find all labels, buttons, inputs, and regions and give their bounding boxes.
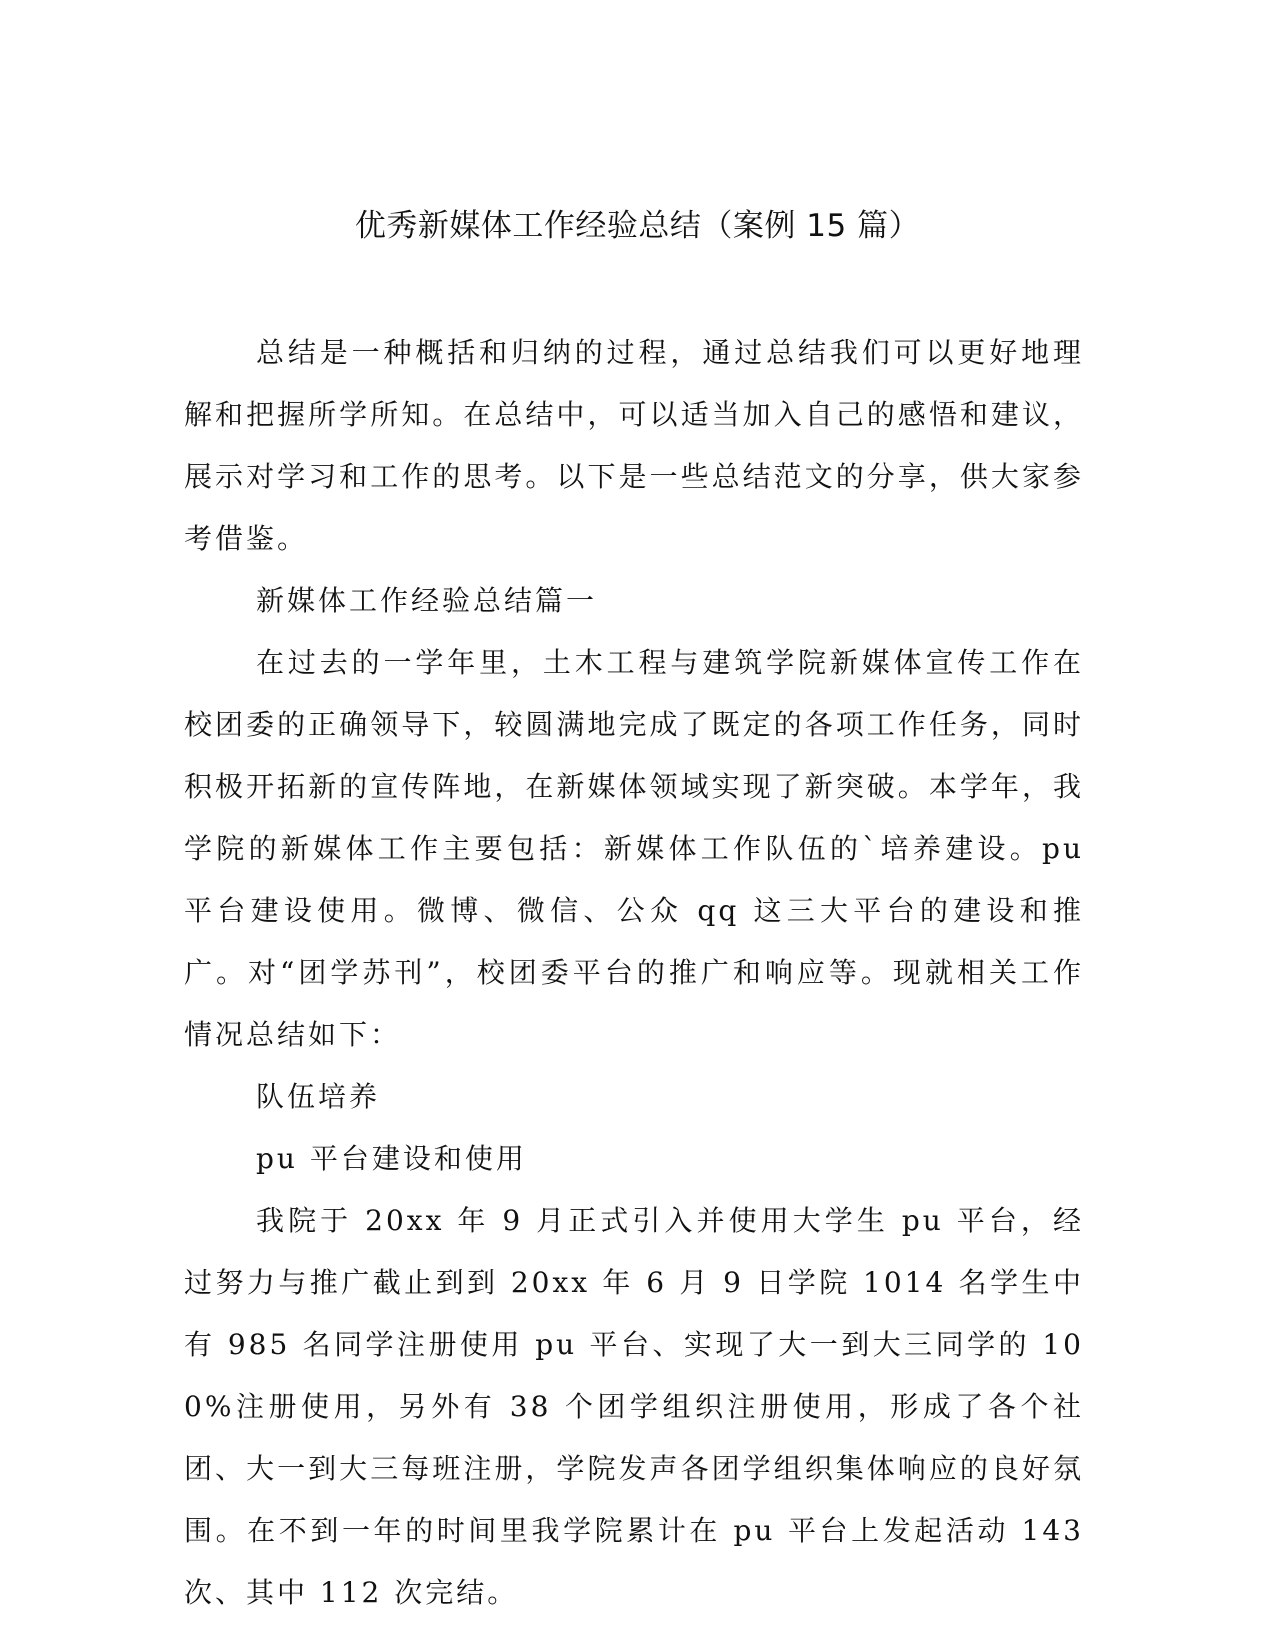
subheading-team-training: 队伍培养 <box>256 1080 381 1113</box>
document-body <box>184 322 1084 1624</box>
section-heading-part-one: 新媒体工作经验总结篇一 <box>256 584 598 617</box>
body-paragraph-pu-platform: 我院于 20xx 年 9 月正式引入并使用大学生 pu 平台，经过努力与推广截止到到 20xx 年 6 月 9 日学院 1014 名学生中有 985 名同学注册使用 pu 平台、实现了大一到大三同学的 100%注册使用，另外有 38 个团学组织注册使用，形成了各个社团、大一到大三每班注册，学院发声各团学组织集体响应的良好氛围。在不到一年的时间里我学院累计在 pu 平台上发起活动 143 次、其中 112 次完结。 <box>184 1204 1084 1609</box>
body-paragraph: 在过去的一学年里，土木工程与建筑学院新媒体宣传工作在校团委的正确领导下，较圆满地完成了既定的各项工作任务，同时积极开拓新的宣传阵地，在新媒体领域实现了新突破。本学年，我学院的新媒体工作主要包括：新媒体工作队伍的`培养建设。pu 平台建设使用。微博、微信、公众 qq 这三大平台的建设和推广。对“团学苏刊”，校团委平台的推广和响应等。现就相关工作情况总结如下： <box>184 646 1084 1051</box>
subheading-pu-platform: pu 平台建设和使用 <box>256 1142 527 1175</box>
intro-paragraph: 总结是一种概括和归纳的过程，通过总结我们可以更好地理解和把握所学所知。在总结中，可以适当加入自己的感悟和建议，展示对学习和工作的思考。以下是一些总结范文的分享，供大家参考借鉴。 <box>184 336 1084 555</box>
document-title: 优秀新媒体工作经验总结（案例 15 篇） <box>354 208 921 244</box>
